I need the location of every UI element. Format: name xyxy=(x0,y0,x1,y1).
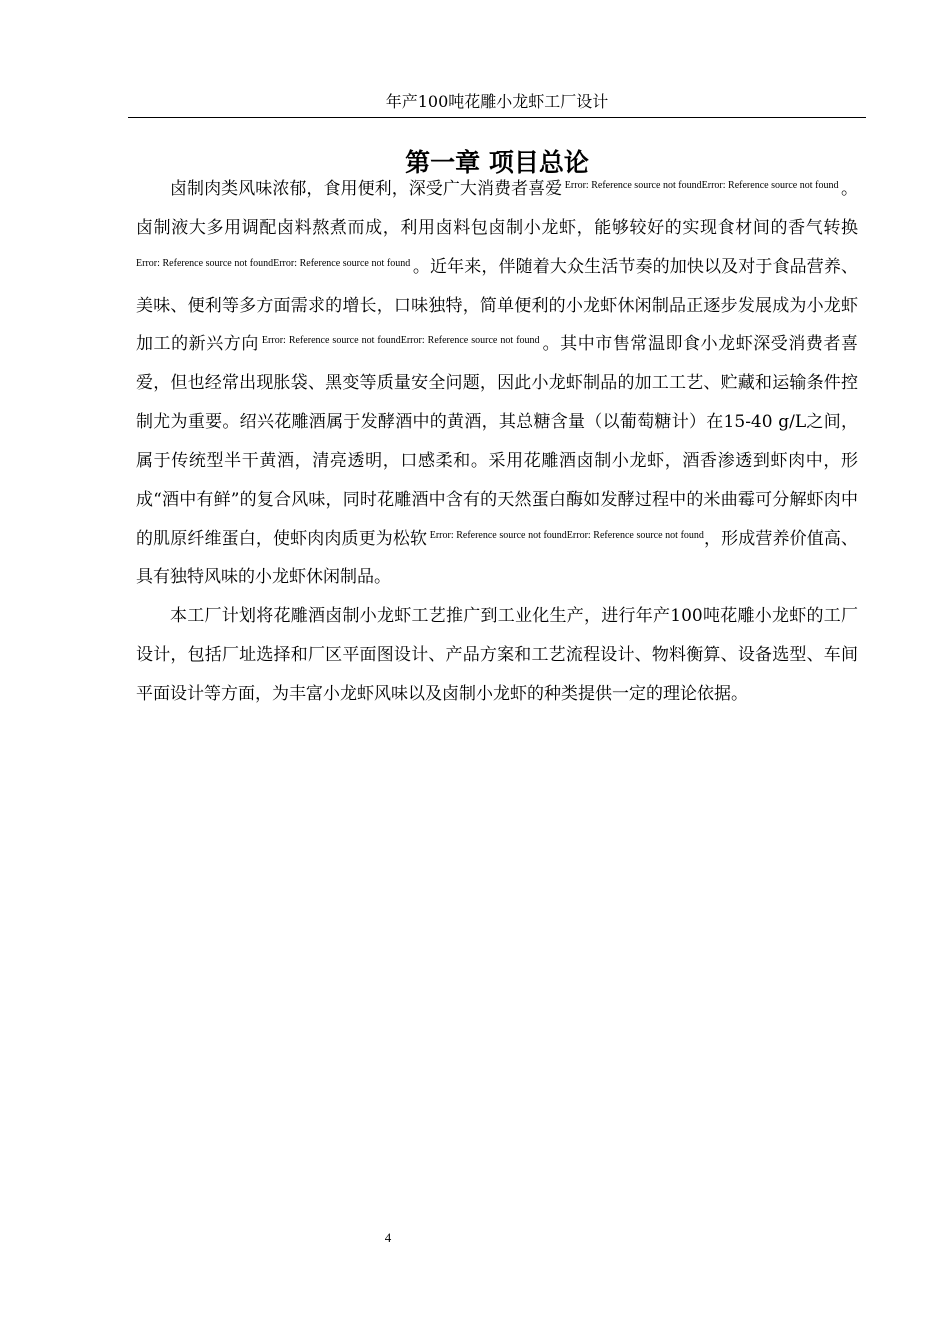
text-segment: 。近年来，伴随着大众生活节奏的加快以及对于食品营养、美味、便利等多方面需求的增长，口味独特，简单便利的小龙虾休闲制品正逐步发展成为小龙虾加工的新兴方向 xyxy=(136,256,859,355)
paragraph-plan xyxy=(136,597,858,714)
page-header xyxy=(128,92,866,118)
page-number: 4 xyxy=(384,1230,392,1245)
reference-error: Error: Reference source not foundError: Reference source not found xyxy=(562,180,842,191)
body-text xyxy=(136,170,858,714)
text-segment: 卤制肉类风味浓郁，食用便利，深受广大消费者喜爱 xyxy=(170,179,563,199)
header-title: 年产100吨花雕小龙虾工厂设计 xyxy=(385,92,609,111)
text-segment: 本工厂计划将花雕酒卤制小龙虾工艺推广到工业化生产，进行年产100吨花雕小龙虾的工厂设计，包括厂址选择和厂区平面图设计、产品方案和工艺流程设计、物料衡算、设备选型、车间平面设计等方面，为丰富小龙虾风味以及卤制小龙虾的种类提供一定的理论依据。 xyxy=(136,606,858,704)
reference-error: Error: Reference source not foundError: Reference source not found xyxy=(258,335,543,347)
text-segment: ，形成营养价值高、具有独特风味的小龙虾休闲制品。 xyxy=(136,528,859,588)
paragraph-intro xyxy=(136,170,858,597)
reference-error: Error: Reference source not foundError: Reference source not found xyxy=(427,529,704,541)
text-segment: 。卤制液大多用调配卤料熬煮而成，利用卤料包卤制小龙虾，能够较好的实现食材间的香气转换 xyxy=(136,179,859,238)
reference-error: Error: Reference source not foundError: Reference source not found xyxy=(136,257,413,269)
text-segment: 。其中市售常温即食小龙虾深受消费者喜爱，但也经常出现胀袋、黑变等质量安全问题，因此小龙虾制品的加工工艺、贮藏和运输条件控制尤为重要。绍兴花雕酒属于发酵酒中的黄酒，其总糖含量（以葡萄糖计）在15-40 g/L之间，属于传统型半干黄酒，清亮透明，口感柔和。采用花雕酒卤制小龙虾，酒香渗透到虾肉中，形成“酒中有鲜”的复合风味，同时花雕酒中含有的天然蛋白酶如发酵过程中的米曲霉可分解虾肉中的肌原纤维蛋白，使虾肉肉质更为松软 xyxy=(136,334,859,549)
chapter-title: 第一章 项目总论 xyxy=(405,148,589,177)
